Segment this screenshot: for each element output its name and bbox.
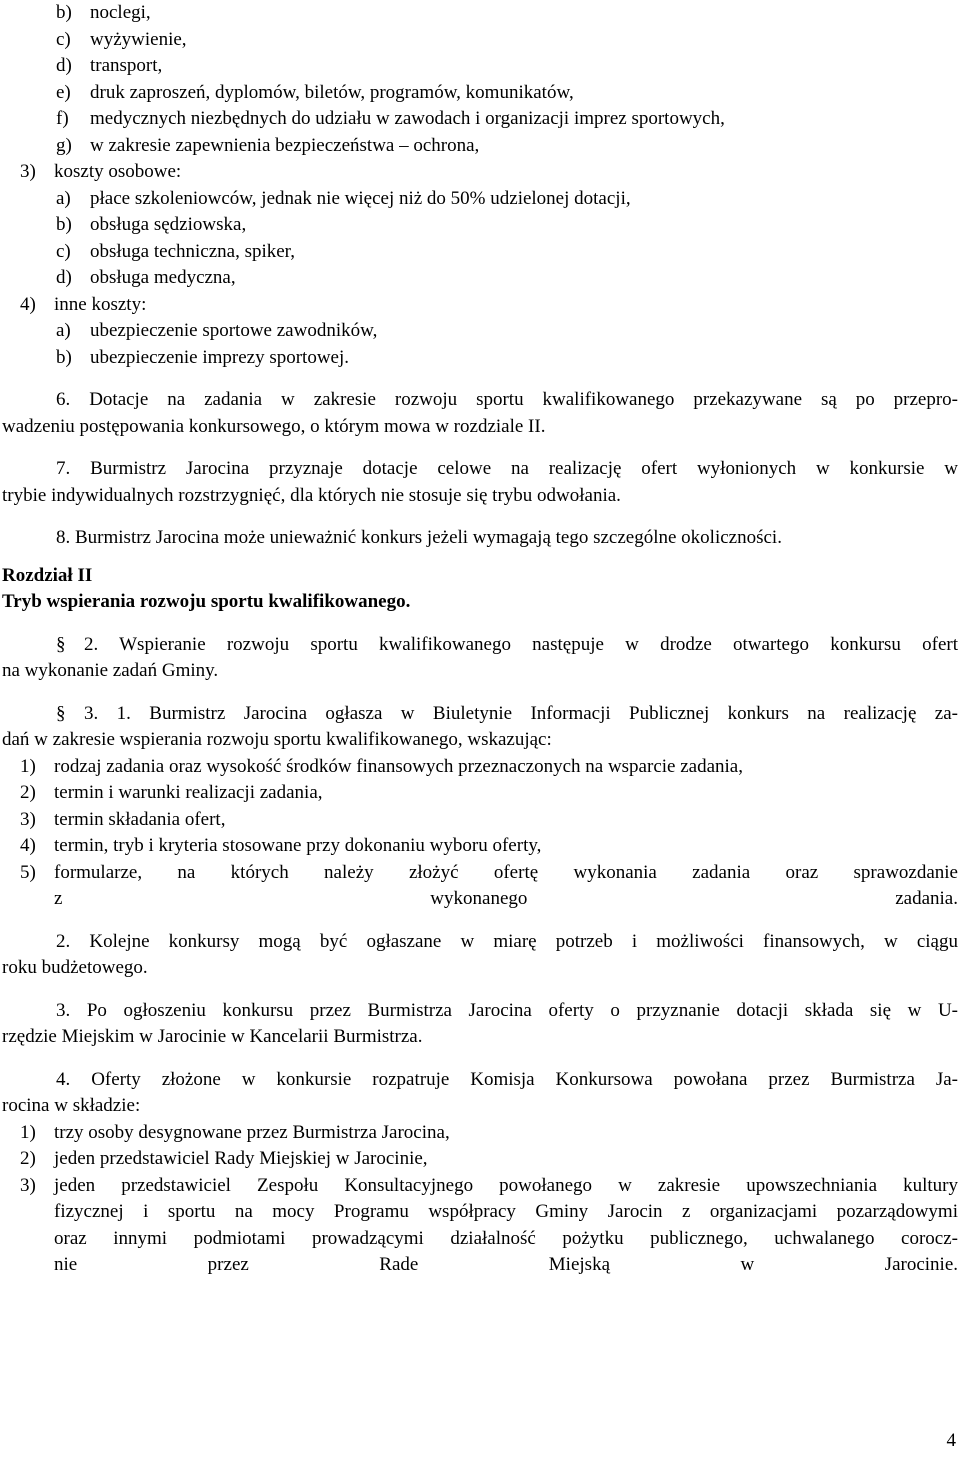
section-2: § 2. Wspieranie rozwoju sportu kwalifikowanego następuje w drodze otwartego konkursu ofert na wykonanie zadań Gminy. — [2, 633, 958, 681]
list-item: c) obsługa techniczna, spiker, — [56, 240, 296, 262]
list-item: 3) termin składania ofert, — [20, 808, 226, 830]
list-item: 2) termin i warunki realizacji zadania, — [20, 782, 323, 803]
section-symbol: § — [56, 702, 66, 724]
list-item: a) płace szkoleniowców, jednak nie więcej niż do 50% udzielonej dotacji, — [56, 187, 631, 209]
announcement-items — [2, 754, 958, 913]
list-item: d) transport, — [56, 55, 163, 76]
list-item: c) wyżywienie, — [56, 28, 187, 50]
chapter-heading — [2, 563, 958, 616]
list-item: 3) koszty osobowe: — [20, 161, 182, 182]
chapter-subtitle: Tryb wspierania rozwoju sportu kwalifikowanego. — [2, 591, 411, 612]
paragraph-6: 6. Dotacje na zadania w zakresie rozwoju sportu kwalifikowanego przekazywane są po przepro- wadzeniu postępowania konkursowego, o którym mowa w rozdziale II. — [2, 389, 958, 437]
list-item: 3) jeden przedstawiciel Zespołu Konsultacyjnego powołanego w zakresie upowszechniania kultury fizycznej i sportu na mocy Programu współpracy Gminy Jarocin z organizacjami pozarządowymi oraz innymi podmiotami prowadzącymi działalność pożytku publicznego, uchwalanego corocz- nie przez Rade Miejską w Jarocinie. — [20, 1174, 958, 1275]
list-item: e) druk zaproszeń, dyplomów, biletów, programów, komunikatów, — [56, 81, 574, 103]
list-item: d) obsługa medyczna, — [56, 267, 236, 288]
list-item: b) obsługa sędziowska, — [56, 214, 247, 235]
other-costs — [2, 292, 958, 372]
section-3-point-4: 4. Oferty złożone w konkursie rozpatruje Komisja Konkursowa powołana przez Burmistrza Ja- rocina w składzie: — [2, 1068, 958, 1116]
list-item: a) ubezpieczenie sportowe zawodników, — [56, 320, 378, 341]
section-symbol: § — [56, 633, 66, 655]
commission-members — [2, 1120, 958, 1279]
page-number: 4 — [946, 1430, 956, 1451]
paragraph-7: 7. Burmistrz Jarocina przyznaje dotacje celowe na realizację ofert wyłonionych w konkursie w trybie indywidualnych rozstrzygnięć, dla których nie stosuje się trybu odwołania. — [2, 458, 958, 506]
section-3-point-2: 2. Kolejne konkursy mogą być ogłaszane w miarę potrzeb i możliwości finansowych, w ciągu roku budżetowego. — [2, 930, 958, 978]
costs-list-continued — [2, 0, 958, 159]
paragraph-8: 8. Burmistrz Jarocina może unieważnić konkurs jeżeli wymagają tego szczególne okoliczności. — [56, 527, 782, 548]
list-item: 4) inne koszty: — [20, 293, 147, 315]
section-3: § 3. 1. Burmistrz Jarocina ogłasza w Biuletynie Informacji Publicznej konkurs na realizację za- dań w zakresie wspierania rozwoju sportu kwalifikowanego, wskazując: — [2, 702, 958, 750]
list-item: b) ubezpieczenie imprezy sportowej. — [56, 346, 350, 368]
list-item: b) noclegi, — [56, 2, 151, 23]
list-item: f) medycznych niezbędnych do udziału w zawodach i organizacji imprez sportowych, — [56, 108, 725, 129]
list-item: 1) rodzaj zadania oraz wysokość środków finansowych przeznaczonych na wsparcie zadania, — [20, 755, 743, 777]
list-item: 1) trzy osoby desygnowane przez Burmistrza Jarocina, — [20, 1121, 450, 1143]
personal-costs — [2, 159, 958, 292]
list-item: 2) jeden przedstawiciel Rady Miejskiej w Jarocinie, — [20, 1148, 428, 1169]
document-page — [2, 0, 958, 1279]
list-item: 4) termin, tryb i kryteria stosowane przy dokonaniu wyboru oferty, — [20, 835, 542, 856]
list-item: g) w zakresie zapewnienia bezpieczeństwa – ochrona, — [56, 134, 480, 156]
list-item: 5) formularze, na których należy złożyć ofertę wykonania zadania oraz sprawozdanie z wykonanego zadania. — [20, 861, 958, 909]
chapter-title: Rozdział II — [2, 564, 93, 586]
section-3-point-3: 3. Po ogłoszeniu konkursu przez Burmistrza Jarocina oferty o przyznanie dotacji składa się w U- rzędzie Miejskim w Jarocinie w Kancelarii Burmistrza. — [2, 999, 958, 1047]
